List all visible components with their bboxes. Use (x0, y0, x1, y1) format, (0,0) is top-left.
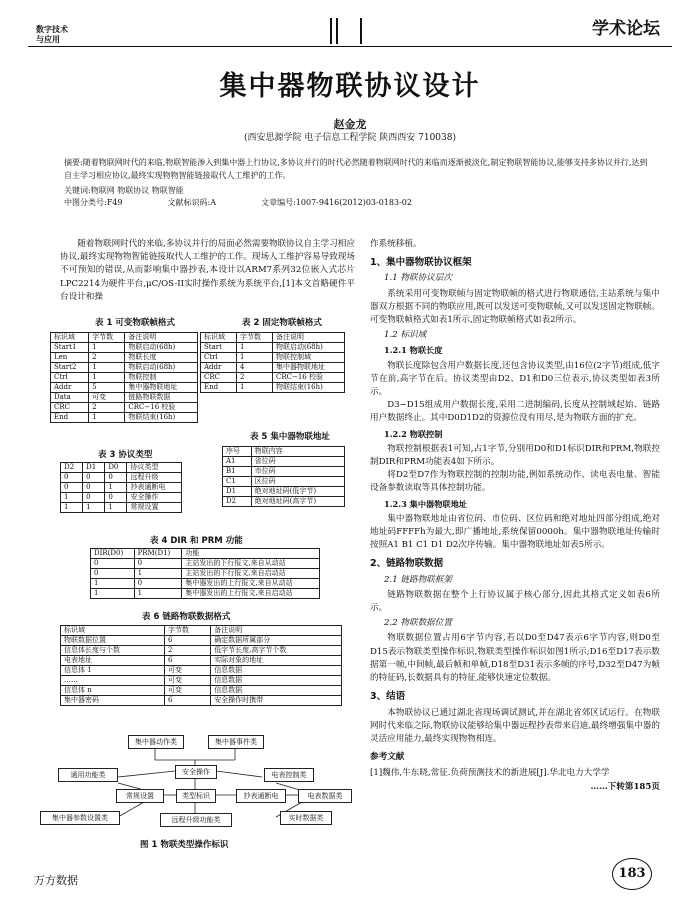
table-row (201, 373, 345, 383)
table-row (61, 503, 182, 513)
table-header-cell: 标识域 (51, 333, 89, 343)
table-header-row (223, 447, 345, 457)
subsubsection-heading: 1.2.3 集中器物联地址 (384, 498, 467, 509)
table-row (61, 696, 342, 706)
table3-caption: 表 3 协议类型 (98, 450, 153, 460)
table-cell: 1 (237, 383, 273, 393)
table-cell: 1 (91, 589, 135, 599)
table-header-cell: 字节数 (237, 333, 273, 343)
table-cell: 信息体长度与个数 (61, 646, 165, 656)
table-cell: 链路物联数据 (125, 393, 198, 403)
paragraph: 链路物联数据在整个上行协议属于核心部分,因此其格式定义如表6所示。 (370, 589, 660, 614)
author: 赵金龙 (333, 118, 367, 131)
table-cell: 集中器物联地址 (273, 363, 345, 373)
table-cell: 可变 (89, 393, 125, 403)
node-realtime-data: 实时数据类 (280, 811, 332, 825)
table-cell: 信息数据 (211, 676, 342, 686)
table-cell: 6 (164, 656, 210, 666)
table-cell: 1 (105, 483, 127, 493)
header-divider (330, 18, 332, 44)
table2 (200, 332, 345, 393)
table-cell: 1 (134, 589, 182, 599)
table-row (51, 363, 198, 373)
table-cell: 0 (61, 483, 83, 493)
table-row (223, 477, 345, 487)
table-cell: 0 (83, 493, 105, 503)
table-header-row (51, 333, 198, 343)
node-security-operation: 安全操作 (175, 765, 217, 779)
table-cell: CRC (51, 403, 89, 413)
figure1 (40, 732, 360, 832)
table-header-cell: 标识域 (201, 333, 237, 343)
table-cell: Start (201, 343, 237, 353)
table-row (51, 383, 198, 393)
right-column (370, 238, 660, 794)
table-cell: 低字节长度,高字节个数 (211, 646, 342, 656)
paragraph: 将D2至D7作为物联控制的控制功能,例如系统动作、读电表电量、智能设备参数读取等具体控制功能。 (370, 470, 660, 494)
table-cell: 0 (105, 473, 127, 483)
table-cell: 1 (237, 353, 273, 363)
references-heading: 参考文献 (370, 752, 405, 763)
table5 (222, 446, 345, 507)
paragraph: D3−D15组成用户数据长度,采用二进制编码,长度从控制域起始、链路用户数据终止。其中D0D1D2的资源位没有用尽,是为物联方面的扩充。 (370, 400, 660, 424)
table-cell: 1 (134, 569, 182, 579)
table-cell: 0 (105, 493, 127, 503)
table-cell: 主站发出的下行报文,来自从动站 (182, 559, 320, 569)
table-row (61, 493, 182, 503)
table-cell: 信息数据 (211, 666, 342, 676)
table-row (223, 457, 345, 467)
table-header-cell: 备注说明 (273, 333, 345, 343)
table-cell: 5 (89, 383, 125, 393)
table-cell: 物联长度 (125, 353, 198, 363)
node-concentrator-event: 集中器事件类 (208, 735, 264, 749)
table-header-cell: 备注说明 (125, 333, 198, 343)
table-row (201, 383, 345, 393)
table-cell: 1 (89, 363, 125, 373)
table-cell: 4 (237, 363, 273, 373)
table-header-cell: 协议类型 (127, 463, 182, 473)
table-row (61, 676, 342, 686)
table-row (61, 483, 182, 493)
section-label: 学术论坛 (592, 19, 660, 39)
table-row (61, 656, 342, 666)
table-cell: 2 (164, 646, 210, 656)
table-cell: 1 (105, 503, 127, 513)
table-cell: 物联结束(16h) (125, 413, 198, 423)
doc-code: 文献标识码:A (167, 198, 217, 207)
paragraph: 物联长度除包含用户数据长度,还包含协议类型,由16位(2字节)组成,低字节在前,高字节在后。协议类型由D2、D1和D0三位表示,协议类型如表3所示。 (370, 360, 660, 398)
intro-paragraph: 随着物联网时代的来临,多协议并行的局面必然需要物联协议自主学习相应协议,最终实现物物智能链接取代人工维护的工作。现场人工维护容易导致现场不可预知的错误,从而影响集中器抄表,本设计以ARM7系列32位嵌入式芯片LPC2214为硬件平台,μC/OS-II实时操作系统为系统平台,[1]本文首略硬件平台设计和操 (60, 239, 355, 302)
table-cell: A1 (223, 457, 252, 467)
table-cell: Start2 (51, 363, 89, 373)
node-remote-upgrade: 远程升级功能类 (160, 813, 232, 827)
table-cell: 集中器密码 (61, 696, 165, 706)
table-header-cell: 备注说明 (211, 626, 342, 636)
table-cell: Start1 (51, 343, 89, 353)
table-cell: 信息体 1 (61, 666, 165, 676)
table-cell: C1 (223, 477, 252, 487)
table-row (51, 373, 198, 383)
subsection-heading: 1.1 物联协议层次 (384, 273, 452, 284)
table-cell: 1 (237, 343, 273, 353)
table-cell: 确定数据所属部分 (211, 636, 342, 646)
table-header-cell: 功能 (182, 549, 320, 559)
section-heading: 3、结语 (370, 691, 406, 703)
table-row (223, 467, 345, 477)
node-concentrator-action: 集中器动作类 (128, 735, 184, 749)
table-cell: 0 (134, 579, 182, 589)
table-cell: 区位码 (251, 477, 344, 487)
footer-source: 万方数据 (34, 874, 78, 887)
table-cell: 主站发出的下行报文,来自启动站 (182, 569, 320, 579)
table-cell: 电表地址 (61, 656, 165, 666)
table-row (61, 646, 342, 656)
table-cell: B1 (223, 467, 252, 477)
paragraph: 物联控制根据表1可知,占1字节,分别用D0和D1标识DIR和PRM,物联控制DIR和PRM功能表4如下所示。 (370, 443, 660, 468)
journal-logo-line2: 与应用 (36, 34, 60, 44)
table-cell: 抄表通断电 (127, 483, 182, 493)
table-cell: 0 (61, 473, 83, 483)
table-cell: 1 (61, 493, 83, 503)
article-number: 文章编号:1007-9416(2012)03-0183-02 (261, 198, 412, 207)
table-row (223, 497, 345, 507)
table-header-row (91, 549, 320, 559)
table-cell: 物联控制域 (273, 353, 345, 363)
table-cell: 绝对地址码(低字节) (251, 487, 344, 497)
node-meter-data: 电表数据类 (298, 789, 352, 803)
keywords: 关键词:物联网 物联协议 物联智能 (64, 186, 184, 195)
table-header-cell: DIR(D0) (91, 549, 135, 559)
table5-caption: 表 5 集中器物联地址 (250, 432, 330, 442)
affiliation: (西安思源学院 电子信息工程学院 陕西西安 710038) (244, 133, 456, 143)
table1-caption: 表 1 可变物联帧格式 (95, 318, 175, 328)
table-row (61, 686, 342, 696)
table-cell: 集中器物联地址 (125, 383, 198, 393)
table-cell: Addr (201, 363, 237, 373)
table-cell: 1 (61, 503, 83, 513)
section-heading: 2、链路物联数据 (370, 558, 444, 570)
table-cell: 0 (91, 569, 135, 579)
table-header-cell: 序号 (223, 447, 252, 457)
table-cell: Data (51, 393, 89, 403)
table1 (50, 332, 198, 423)
table-cell: 1 (89, 413, 125, 423)
table-cell: 信息体 n (61, 686, 165, 696)
table-row (61, 666, 342, 676)
table-cell: 1 (89, 373, 125, 383)
table-cell: CRC (201, 373, 237, 383)
table-cell: Len (51, 353, 89, 363)
table-cell: 常规设置 (127, 503, 182, 513)
table6 (60, 625, 342, 706)
table-row (201, 353, 345, 363)
node-meter-control: 电表控制类 (264, 768, 314, 782)
paragraph: 物联数据位置占用6字节内容,若以D0至D47表示6字节内容,则D0至D15表示物联类型操作标识,物联类型操作标识如图1所示;D16至D17表示数据第一帧,中间帧,最后帧和单帧,D18至D31表示多帧的序号,D32至D47为帧的特征码,长数据具有的特征,能够快速定位数据。 (370, 633, 660, 684)
table-row (223, 487, 345, 497)
table-cell: 0 (134, 559, 182, 569)
subsection-heading: 2.2 物联数据位置 (384, 618, 452, 629)
table-header-cell: 字节数 (89, 333, 125, 343)
subsection-heading: 2.1 链路物联框架 (384, 574, 452, 585)
table-cell: 6 (164, 696, 210, 706)
header-divider (336, 18, 338, 44)
classification: 中图分类号:F49 (64, 198, 123, 207)
table-cell: 物联启动(68h) (125, 343, 198, 353)
article-meta (64, 185, 654, 209)
table-header-cell: D0 (105, 463, 127, 473)
table-cell: 0 (91, 559, 135, 569)
node-parameter-setting: 集中器参数设置类 (40, 811, 120, 825)
table-row (51, 403, 198, 413)
subsection-heading: 1.2 标识域 (384, 330, 427, 341)
table6-caption: 表 6 链路物联数据格式 (142, 612, 231, 622)
table-cell: 安全操作时携带 (211, 696, 342, 706)
table-cell: Ctrl (51, 373, 89, 383)
table-cell: …… (61, 676, 165, 686)
table-header-cell: PRM(D1) (134, 549, 182, 559)
table-row (61, 473, 182, 483)
journal-logo (36, 24, 68, 44)
table-cell: 1 (91, 579, 135, 589)
paragraph: 本物联协议已通过湖北省现场调试测试,并在湖北省郊区试运行。在物联网时代来临之际,物联协议能够给集中器远程抄表带来启迪,最终增强集中器的灵活应用能力,最终实现物物相连。 (370, 707, 660, 744)
table-cell: 省位码 (251, 457, 344, 467)
table-cell: 集中器发出的上行报文,来自从动站 (182, 579, 320, 589)
figure1-caption: 图 1 物联类型操作标识 (140, 840, 229, 850)
table-cell: 实际对象的地址 (211, 656, 342, 666)
table-cell: D2 (223, 497, 252, 507)
table-header-row (201, 333, 345, 343)
table-cell: 2 (89, 353, 125, 363)
table-cell: 物联启动(68h) (125, 363, 198, 373)
table-header-cell: 物联内容 (251, 447, 344, 457)
table-cell: CRC−16 校验 (125, 403, 198, 413)
table-cell: 市位码 (251, 467, 344, 477)
table-header-cell: 标识域 (61, 626, 165, 636)
table-cell: CRC−16 校验 (273, 373, 345, 383)
table-header-cell: D1 (83, 463, 105, 473)
classification-row (64, 197, 654, 209)
table-row (201, 343, 345, 353)
table-cell: 2 (237, 373, 273, 383)
table2-caption: 表 2 固定物联帧格式 (242, 318, 322, 328)
table-cell: 集中器发出的上行报文,来自启动站 (182, 589, 320, 599)
node-routine-setting: 常规设置 (116, 789, 164, 803)
abstract: 摘要:随着物联网时代的来临,物联智能渗入到集中器上行协议,多协议并行的时代必然随着物联网时代的来临而逐渐被淡化,制定物联智能协议,能够支持多协议并行,达到自主学习相应协议,最终实现物物智能链接取代人工维护的工作。 (64, 158, 648, 180)
table-cell: 物联启动(68h) (273, 343, 345, 353)
table-cell: 1 (83, 503, 105, 513)
paragraph: 集中器物联地址由省位码、市位码、区位码和绝对地址四部分组成,绝对地址码FFFFh为最大,即广播地址,系统保留0000h。集中器物联地址传输时按照A1 B1 C1 D1 D2次序传输。集中器物联地址如表5所示。 (370, 513, 660, 551)
table-cell: 信息数据 (211, 686, 342, 696)
table-cell: Ctrl (201, 353, 237, 363)
table4 (90, 548, 320, 599)
journal-logo-line1: 数字技术 (36, 24, 68, 34)
table4-caption: 表 4 DIR 和 PRM 功能 (150, 536, 243, 546)
header-divider (360, 18, 362, 44)
table-header-cell: D2 (61, 463, 83, 473)
table-cell: 绝对地址码(高字节) (251, 497, 344, 507)
table-cell: 可变 (164, 676, 210, 686)
table-cell: D1 (223, 487, 252, 497)
table-row (61, 636, 342, 646)
table3 (60, 462, 182, 513)
table-cell: 物联控制 (125, 373, 198, 383)
table-row (201, 363, 345, 373)
header-rule (28, 46, 672, 47)
table-cell: 0 (83, 473, 105, 483)
subsubsection-heading: 1.2.1 物联长度 (384, 345, 443, 356)
table-row (91, 589, 320, 599)
table-cell: 物联数据位置 (61, 636, 165, 646)
table-row (91, 559, 320, 569)
table-row (51, 353, 198, 363)
table-cell: 2 (89, 403, 125, 413)
article-title: 集中器物联协议设计 (219, 71, 481, 102)
table-row (91, 569, 320, 579)
page-number: 183 (612, 858, 652, 890)
section-heading: 1、集中器物联协议框架 (370, 257, 472, 269)
paragraph: 系统采用可变物联帧与固定物联帧的格式进行物联通信,主站系统与集中器双方根据不同的物联应用,既可以发送可变物联帧,又可以发送固定物联帧。可变物联帧格式如表1所示,固定物联帧格式如表2所示。 (370, 288, 660, 326)
table-cell: 1 (89, 343, 125, 353)
node-type-identifier: 类型标识 (176, 789, 216, 803)
table-cell: 可变 (164, 666, 210, 676)
node-general-function: 通用功能类 (58, 768, 118, 782)
table-cell: 远程升级 (127, 473, 182, 483)
table-row (51, 393, 198, 403)
reference-item: [1]魏伟,牛东晓,常征.负荷预测技术的新进展[J].华北电力大学学 (370, 768, 610, 779)
table-cell: Addr (51, 383, 89, 393)
continued-note: ……下转第185页 (590, 781, 660, 792)
table-cell: 6 (164, 636, 210, 646)
table-cell: End (51, 413, 89, 423)
node-meter-reading: 抄表通断电 (236, 789, 286, 803)
table-cell: End (201, 383, 237, 393)
table-cell: 物联结束(16h) (273, 383, 345, 393)
table-header-row (61, 626, 342, 636)
table-cell: 可变 (164, 686, 210, 696)
table-row (51, 413, 198, 423)
paragraph: 作系统移植。 (370, 239, 422, 249)
table-header-row (61, 463, 182, 473)
table-cell: 安全操作 (127, 493, 182, 503)
table-row (51, 343, 198, 353)
subsubsection-heading: 1.2.2 物联控制 (384, 428, 443, 439)
table-cell: 0 (83, 483, 105, 493)
table-header-cell: 字节数 (164, 626, 210, 636)
table-row (91, 579, 320, 589)
